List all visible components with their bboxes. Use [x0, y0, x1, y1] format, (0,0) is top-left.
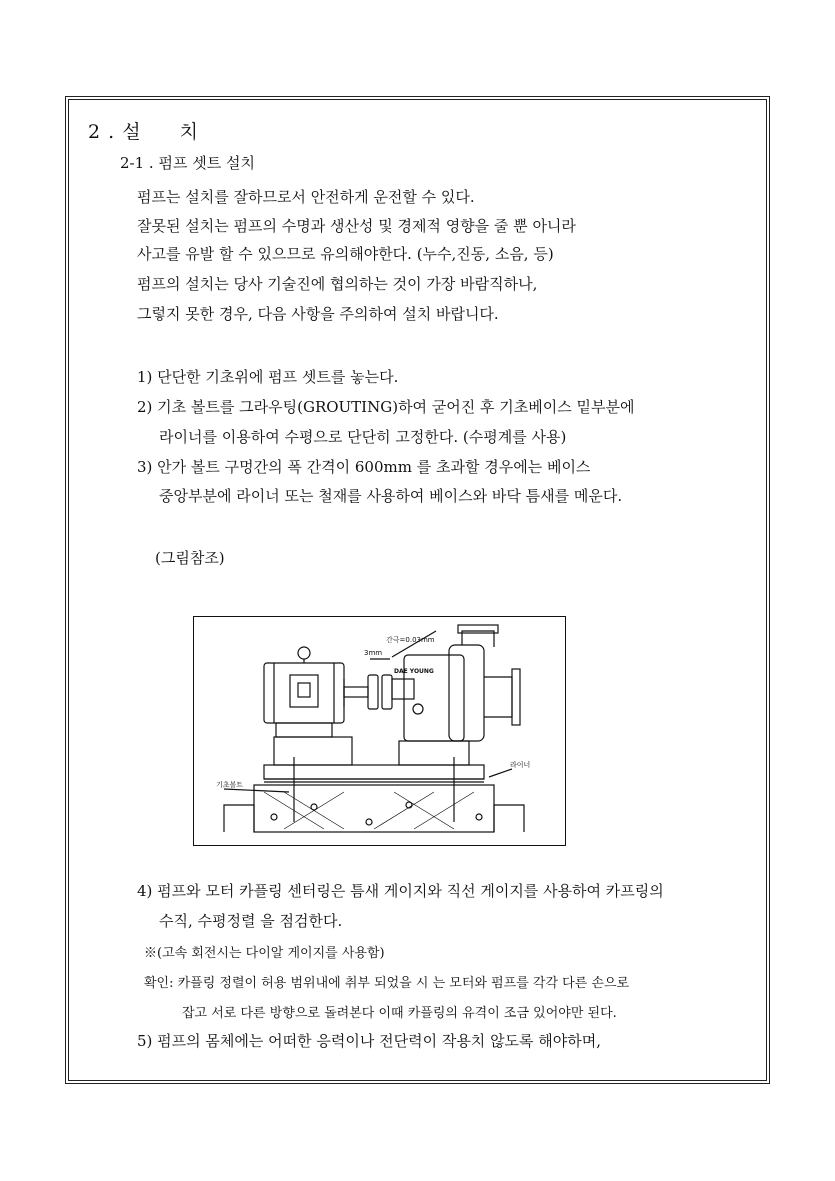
coupling-half-right: [382, 675, 392, 709]
step-line: 5) 펌프의 몸체에는 어떠한 응력이나 전단력이 작용치 않도록 해야하며,: [137, 1032, 602, 1050]
section-number: 2 .: [88, 121, 116, 143]
intro-line: 사고를 유발 할 수 있으므로 유의해야한다. (누수,진동, 소음, 등): [137, 245, 554, 263]
floor-right: [494, 805, 524, 832]
step-line: 3) 안가 볼트 구멍간의 폭 간격이 600mm 를 초과할 경우에는 베이스: [137, 458, 591, 476]
bolt-leader: [224, 789, 289, 792]
brand-label: DAE YOUNG: [394, 668, 434, 675]
note-line: ※(고속 회전시는 다이알 게이지를 사용함): [144, 946, 385, 961]
suction-nozzle: [484, 677, 512, 717]
pump-pedestal: [399, 741, 469, 765]
intro-line: 펌프의 설치는 당사 기술진에 협의하는 것이 가장 바람직하나,: [137, 275, 538, 293]
step-line: 중앙부분에 라이너 또는 철재를 사용하여 베이스와 바닥 틈새를 메운다.: [159, 487, 623, 505]
lifting-eye: [298, 647, 310, 659]
base-plate: [264, 765, 484, 779]
liner-leader: [489, 769, 512, 777]
floor-left: [224, 805, 254, 832]
foundation-bolt-label: 기초볼트: [216, 781, 244, 789]
step-line: 4) 펌프와 모터 카플링 센터링은 틈새 게이지와 직선 게이지를 사용하여 카프링의: [137, 882, 664, 900]
motor-feet: [276, 723, 332, 737]
pump-casing: [449, 645, 484, 741]
motor-stand: [274, 737, 352, 765]
motor-shaft: [344, 687, 368, 697]
section-heading: [88, 117, 199, 144]
subsection-heading: 2-1 . 펌프 셋트 설치: [120, 154, 255, 172]
motor-body: [264, 663, 344, 723]
step-line: 2) 기초 볼트를 그라우팅(GROUTING)하여 굳어진 후 기초베이스 밑부분에: [137, 398, 635, 416]
foundation-hatch: [264, 792, 474, 829]
step-line: 수직, 수평정렬 을 점검한다.: [159, 912, 343, 930]
section-title-b: 치: [179, 121, 199, 143]
section-title-a: 설: [122, 121, 142, 143]
terminal-box: [290, 675, 318, 707]
pump-installation-drawing: [194, 617, 564, 844]
liner-label: 라이너: [510, 761, 531, 769]
note-line: 확인: 카플링 정렬이 허용 범위내에 취부 되었을 시 는 모터와 펌프를 각각 다른 손으로: [144, 976, 630, 991]
gap-label: 간극=0.03mm: [386, 636, 435, 644]
discharge-flange: [458, 625, 498, 633]
coupling-gap-label: 3mm: [364, 649, 383, 657]
step-line: 1) 단단한 기초위에 펌프 셋트를 놓는다.: [137, 368, 399, 386]
gap-leader: [392, 631, 436, 657]
step-line: 라이너를 이용하여 수평으로 단단히 고정한다. (수평계를 사용): [159, 428, 567, 446]
coupling-half-left: [368, 675, 378, 709]
suction-flange: [512, 669, 520, 725]
intro-line: 펌프는 설치를 잘하므로서 안전하게 운전할 수 있다.: [137, 188, 475, 206]
pump-installation-figure: [193, 616, 566, 846]
figure-reference: (그림참조): [155, 549, 225, 567]
intro-line: 잘못된 설치는 펌프의 수명과 생산성 및 경제적 영향을 줄 뿐 아니라: [137, 217, 576, 235]
intro-line: 그렇지 못한 경우, 다음 사항을 주의하여 설치 바랍니다.: [137, 305, 499, 323]
note-line: 잡고 서로 다른 방향으로 돌려본다 이때 카플링의 유격이 조금 있어야만 된다.: [182, 1006, 617, 1021]
